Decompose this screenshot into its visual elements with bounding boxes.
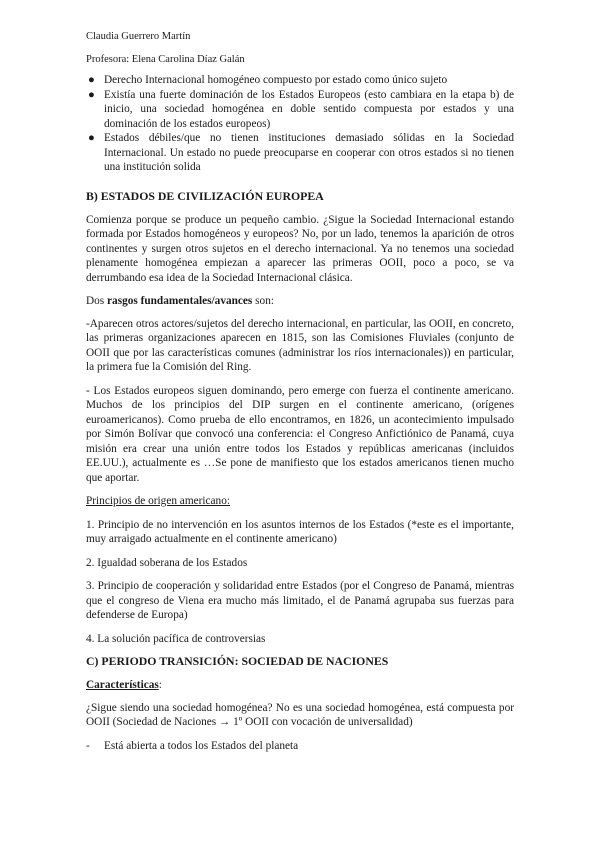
section-c-heading: C) PERIODO TRANSICIÓN: SOCIEDAD DE NACIONES	[86, 654, 389, 668]
principio-3: 3. Principio de cooperación y solidaridad entre Estados (por el Congreso de Panamá, mientras que el congreso de Viena era mucho más limitado, el de Panamá agrupaba sus fuerzas para defenderse de Europa)	[86, 580, 514, 621]
professor-name: Profesora: Elena Carolina Díaz Galán	[86, 54, 245, 65]
bullet-list	[86, 73, 514, 175]
rasgos-prefix: Dos	[86, 295, 108, 307]
principio-2: 2. Igualdad soberana de los Estados	[86, 556, 248, 569]
dash-icon: -	[86, 739, 90, 752]
bullet-icon: ●	[88, 132, 95, 144]
list-item	[86, 131, 514, 175]
rasgos-suffix: son:	[252, 295, 274, 307]
list-item	[86, 88, 514, 132]
principios-title: Principios de origen americano:	[86, 495, 230, 507]
principio-1: 1. Principio de no intervención en los asuntos internos de los Estados (*este es el importante, muy arraigado actualmente en el continente americano)	[86, 518, 514, 545]
caracteristicas-bold: Características	[86, 679, 159, 691]
dash-item-text: Está abierta a todos los Estados del planeta	[104, 739, 299, 752]
rasgos-bold: rasgos fundamentales/avances	[107, 295, 253, 307]
section-c-text: ¿Sigue siendo una sociedad homogénea? No es una sociedad homogénea, está compuesta por OOII (Sociedad de Naciones → 1º OOII con vocación de universalidad)	[86, 701, 514, 728]
section-b-intro: Comienza porque se produce un pequeño cambio. ¿Sigue la Sociedad Internacional estando formada por Estados homogéneos y europeos? No, por un lado, tenemos la aparición de otros continentes y surgen otros sujetos en el derecho internacional. Ya no tenemos una sociedad plenamente homogénea empiezan a aparecer las primeras OOII, poco a poco, se va derrumbando esa idea de la Sociedad Internacional clásica.	[86, 213, 514, 284]
caracteristicas-label: Características:	[86, 679, 162, 691]
bullet-icon: ●	[88, 74, 95, 86]
rasgo-1: -Aparecen otros actores/sujetos del derecho internacional, en particular, las OOII, en concreto, las primeras organizaciones aparecen en 1815, son las Comisiones Fluviales (conjunto de OOII que por las características comunes (administrar los ríos internacionales)) en particular, la primera fue la Comisión del Ring.	[86, 317, 514, 373]
section-b-heading: B) ESTADOS DE CIVILIZACIÓN EUROPEA	[86, 188, 324, 203]
bullet-icon: ●	[88, 88, 95, 101]
bullet-text: Existía una fuerte dominación de los Estados Europeos (esto cambiara en la etapa b) de inicio, una sociedad homogénea en doble sentido compuesta por estados y una dominación de los estados europeos)	[104, 88, 514, 130]
author-name: Claudia Guerrero Martín	[86, 31, 191, 42]
principio-4: 4. La solución pacífica de controversias	[86, 632, 266, 645]
bullet-text: Estados débiles/que no tienen instituciones demasiado sólidas en la Sociedad Internacional. Un estado no puede preocuparse en cooperar con otros estados si no tienen una institución solida	[104, 132, 514, 173]
rasgos-line	[86, 294, 514, 309]
dash-list-item	[86, 739, 514, 754]
rasgo-2: - Los Estados europeos siguen dominando, pero emerge con fuerza el continente americano. Muchos de los principios del DIP surgen en el continente americano, (orígenes euroamericanos). Como prueba de ello encontramos, en 1826, un acontecimiento impulsado por Simón Bolívar que convocó una conferencia: el Congreso Anfictiónico de Panamá, cuya misión era crear una unión entre todos los Estados y repúblicas americanas (incluidos EE.UU.), actualmente es …Se pone de manifiesto que los estados americanos tienen mucho que aportar.	[86, 384, 514, 484]
list-item	[86, 73, 514, 88]
bullet-text: Derecho Internacional homogéneo compuesto por estado como único sujeto	[104, 74, 448, 86]
